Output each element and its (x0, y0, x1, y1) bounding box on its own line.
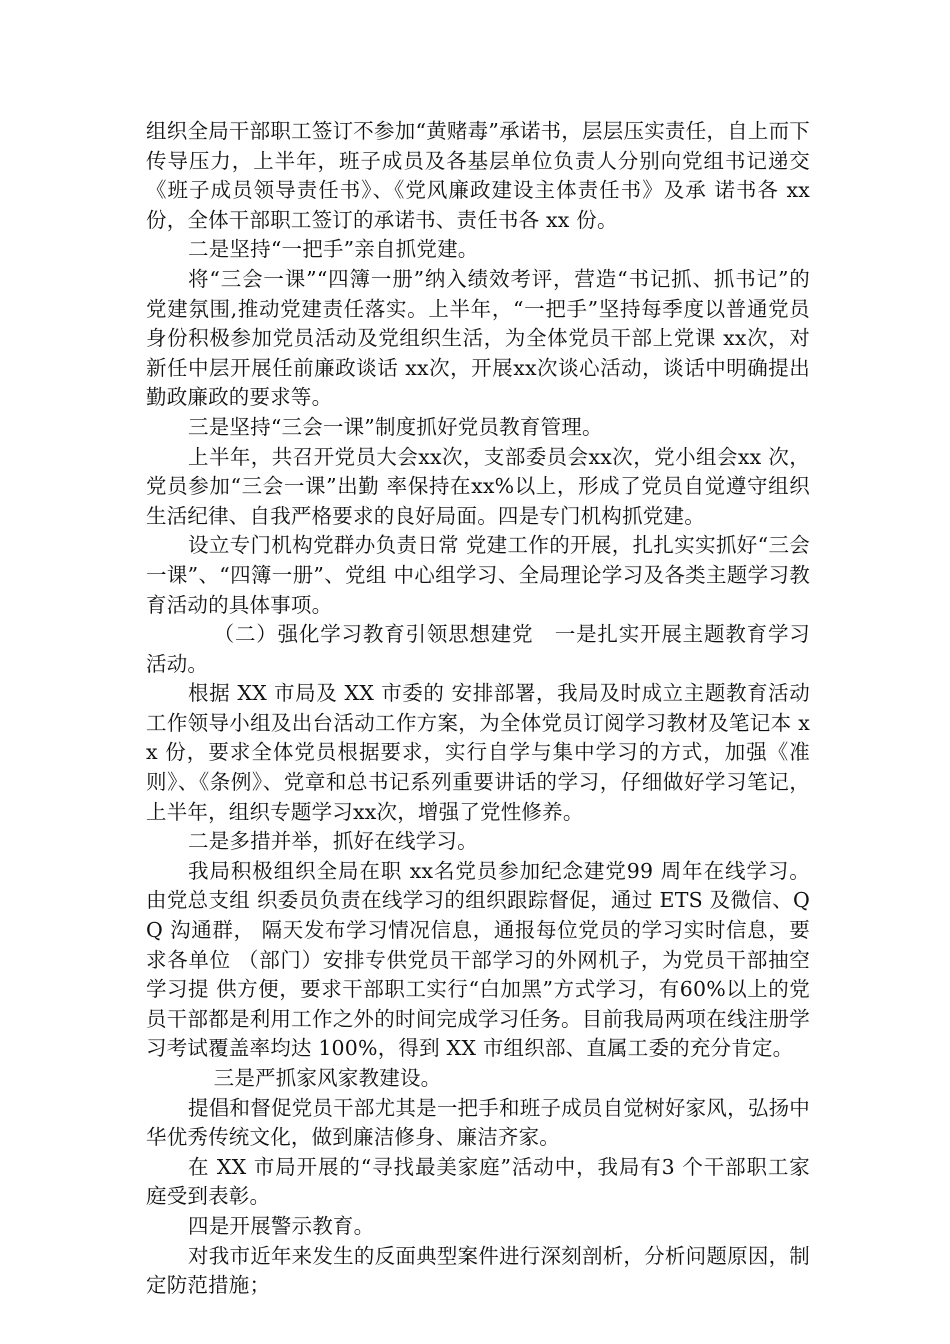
paragraph-online-study: 我局积极组织全局在职 xx名党员参加纪念建党99 周年在线学习。由党总支组 织委员负责在线学习的组织跟踪督促，通过 ETS 及微信、QQ 沟通群， 隔天发布学习情况信息，通报每位党员的学习实时信息，要求各单位 （部门）安排专供党员干部学习的外网机子，为党员干部抽空学习提 供方便，要求干部职工实行“白加黑”方式学习，有60%以上的党员干部都是利用工作之外的时间完成学习任务。目前我局两项在线注册学习考试覆盖率均达 100%，得到 XX 市组织部、直属工委的充分肯定。 (146, 858, 810, 1061)
paragraph-heading-warning-education: 四是开展警示教育。 (188, 1213, 375, 1238)
paragraph-best-family: 在 XX 市局开展的“寻找最美家庭”活动中，我局有3 个干部职工家 庭受到表彰。 (146, 1154, 810, 1209)
paragraph-theme-education: 根据 XX 市局及 XX 市委的 安排部署，我局及时成立主题教育活动工作领导小组及出台活动工作方案，为全体党员订阅学习教材及笔记本 xx 份，要求全体党员根据要求，实行自学与集中学习的方式，加强《准则》、《条例》、党章和总书记系列重要讲话的学习，仔细做好学习笔记，上半年，组织专题学习xx次，增强了党性修养。 (146, 681, 810, 824)
paragraph-three-meetings: 上半年，共召开党员大会xx次，支部委员会xx次，党小组会xx 次，党员参加“三会一课”出勤 率保持在xx%以上，形成了党员自觉遵守组织生活纪律、自我严格要求的良好局面。四是专门机构抓党建。 (146, 444, 810, 528)
paragraph-heading-online-study: 二是多措并举，抓好在线学习。 (188, 829, 478, 854)
paragraph-heading-family-style: 三是严抓家风家教建设。 (213, 1066, 442, 1090)
paragraph-heading-study-education: （二）强化学习教育引领思想建党 一是扎实开展主题教育学习活动。 (146, 622, 810, 676)
paragraph-family-style: 提倡和督促党员干部尤其是一把手和班子成员自觉树好家风，弘扬中华优秀传统文化，做到廉洁修身、廉洁齐家。 (146, 1095, 810, 1150)
paragraph-heading-three-meetings: 三是坚持“三会一课”制度抓好党员教育管理。 (188, 414, 603, 439)
paragraph-dedicated-office: 设立专门机构党群办负责日常 党建工作的开展，扎扎实实抓好“三会一课”、“四簿一册”、党组 中心组学习、全局理论学习及各类主题学习教育活动的具体事项。 (146, 533, 810, 617)
paragraph-heading-leader-party-building: 二是坚持“一把手”亲自抓党建。 (188, 237, 479, 262)
paragraph-leader-party-building: 将“三会一课”“四簿一册”纳入绩效考评，营造“书记抓、抓书记”的党建氛围,推动党建责任落实。上半年，“一把手”坚持每季度以普通党员身份积极参加党员活动及党组织生活，为全体党员干部上党课 xx次，对新任中层开展任前廉政谈话 xx次，开展xx次谈心活动，谈话中明确提出勤政廉政的要求等。 (146, 266, 810, 410)
document-body (146, 117, 810, 1301)
paragraph-warning-education: 对我市近年来发生的反面典型案件进行深刻剖析，分析问题原因，制定防范措施； (146, 1243, 810, 1298)
paragraph-commitment-letters: 组织全局干部职工签订不参加“黄赌毒”承诺书，层层压实责任，自上而下传导压力，上半年，班子成员及各基层单位负责人分别向党组书记递交《班子成员领导责任书》、《党风廉政建设主体责任书》及承 诺书各 xx 份，全体干部职工签订的承诺书、责任书各 xx 份。 (146, 119, 810, 232)
